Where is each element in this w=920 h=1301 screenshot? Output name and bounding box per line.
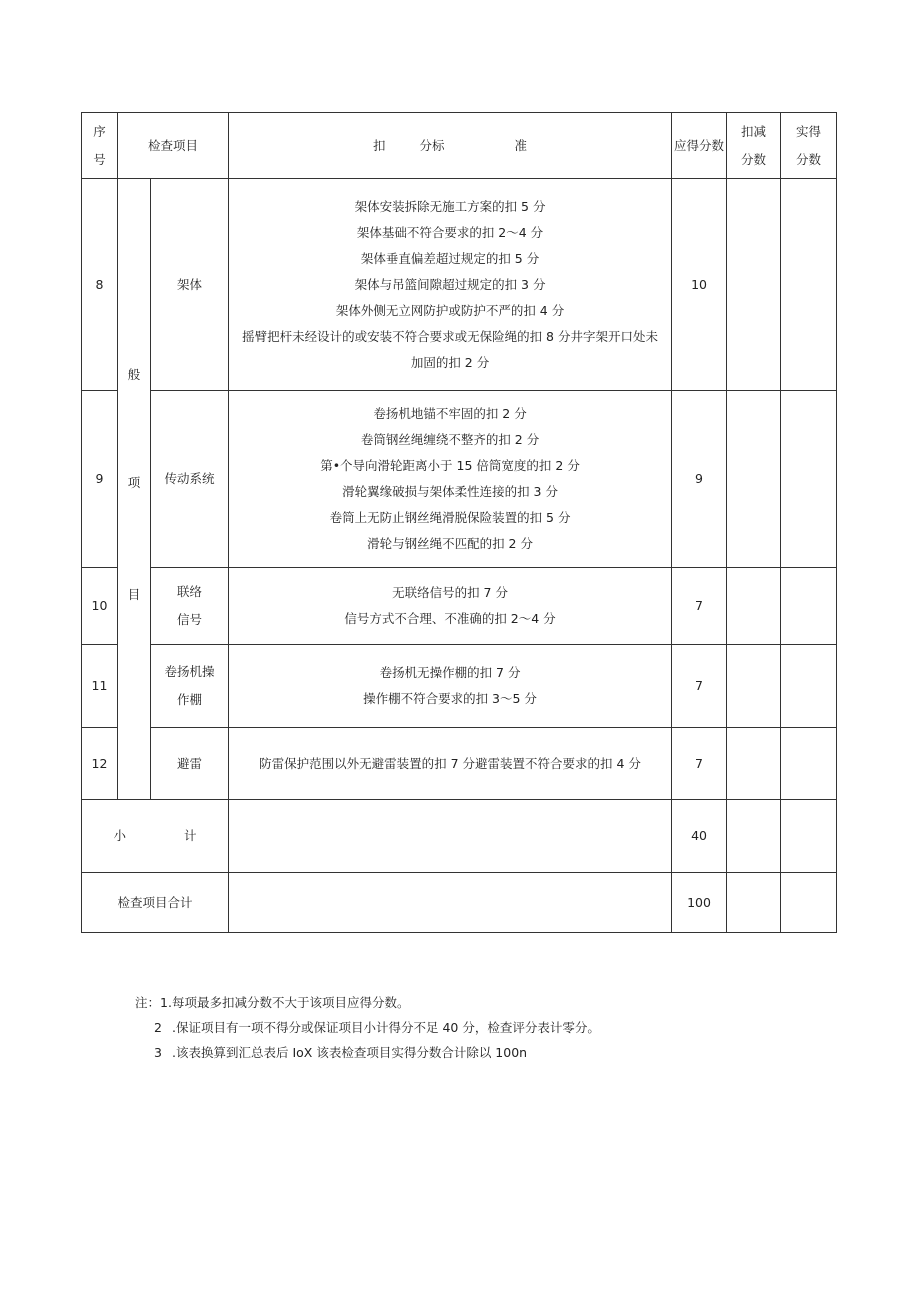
notes-section [135,990,600,1065]
item-name: 联络 信号 [151,568,229,645]
actual-cell [781,179,837,391]
item-name: 架体 [151,179,229,391]
deduct-cell [727,645,781,728]
criteria-cell: 防雷保护范围以外无避雷装置的扣 7 分避雷装置不符合要求的扣 4 分 [229,728,672,800]
deduct-cell [727,800,781,873]
row-number: 11 [82,645,118,728]
table-row [82,568,837,645]
total-score: 100 [672,873,727,933]
subtotal-score: 40 [672,800,727,873]
criteria-cell [229,873,672,933]
table-row [82,179,837,391]
header-actual: 实得 分数 [781,113,837,179]
total-label: 检查项目合计 [82,873,229,933]
header-deduct: 扣减 分数 [727,113,781,179]
row-number: 9 [82,391,118,568]
criteria-cell: 无联络信号的扣 7 分 信号方式不合理、不准确的扣 2～4 分 [229,568,672,645]
deduct-cell [727,873,781,933]
header-seq: 序 号 [82,113,118,179]
row-number: 12 [82,728,118,800]
notes-prefix: 注： [135,995,161,1010]
note-item: 注：1.每项最多扣减分数不大于该项目应得分数。 [135,995,410,1010]
deduct-cell [727,179,781,391]
criteria-cell [229,800,672,873]
deduct-cell [727,391,781,568]
header-item: 检查项目 [118,113,229,179]
actual-cell [781,568,837,645]
note-item: 3 .该表换算到汇总表后 IoX 该表检查项目实得分数合计除以 100n [154,1045,528,1060]
header-score: 应得分数 [672,113,727,179]
subtotal-label: 小 计 [82,800,229,873]
criteria-cell: 卷扬机无操作棚的扣 7 分 操作棚不符合要求的扣 3～5 分 [229,645,672,728]
table-row [82,391,837,568]
criteria-cell: 架体安装拆除无施工方案的扣 5 分 架体基础不符合要求的扣 2～4 分 架体垂直偏差超过规定的扣 5 分 架体与吊篮间隙超过规定的扣 3 分 架体外侧无立网防护或防护不严的扣 4 分 摇臂把杆未经设计的或安装不符合要求或无保险绳的扣 8 分井字架开口处未 加固的扣 2 分 [229,179,672,391]
table-row [82,645,837,728]
row-number: 8 [82,179,118,391]
item-name: 卷扬机操 作棚 [151,645,229,728]
actual-cell [781,800,837,873]
subtotal-row [82,800,837,873]
total-row [82,873,837,933]
header-criteria: 扣 分标 准 [229,113,672,179]
actual-cell [781,391,837,568]
score-cell: 9 [672,391,727,568]
note-item: 2 .保证项目有一项不得分或保证项目小计得分不足 40 分，检查评分表计零分。 [154,1020,600,1035]
item-name: 传动系统 [151,391,229,568]
deduct-cell [727,728,781,800]
general-items-group: 般 项 目 [118,179,151,800]
deduct-cell [727,568,781,645]
actual-cell [781,873,837,933]
score-cell: 10 [672,179,727,391]
table-row [82,728,837,800]
header-row [82,113,837,179]
item-name: 避雷 [151,728,229,800]
inspection-score-table [81,112,837,933]
actual-cell [781,645,837,728]
actual-cell [781,728,837,800]
score-cell: 7 [672,568,727,645]
row-number: 10 [82,568,118,645]
score-cell: 7 [672,645,727,728]
criteria-cell: 卷扬机地锚不牢固的扣 2 分 卷筒钢丝绳缠绕不整齐的扣 2 分 第•个导向滑轮距离小于 15 倍筒宽度的扣 2 分 滑轮翼缘破损与架体柔性连接的扣 3 分 卷筒上无防止钢丝绳滑脱保险装置的扣 5 分 滑轮与钢丝绳不匹配的扣 2 分 [229,391,672,568]
score-cell: 7 [672,728,727,800]
